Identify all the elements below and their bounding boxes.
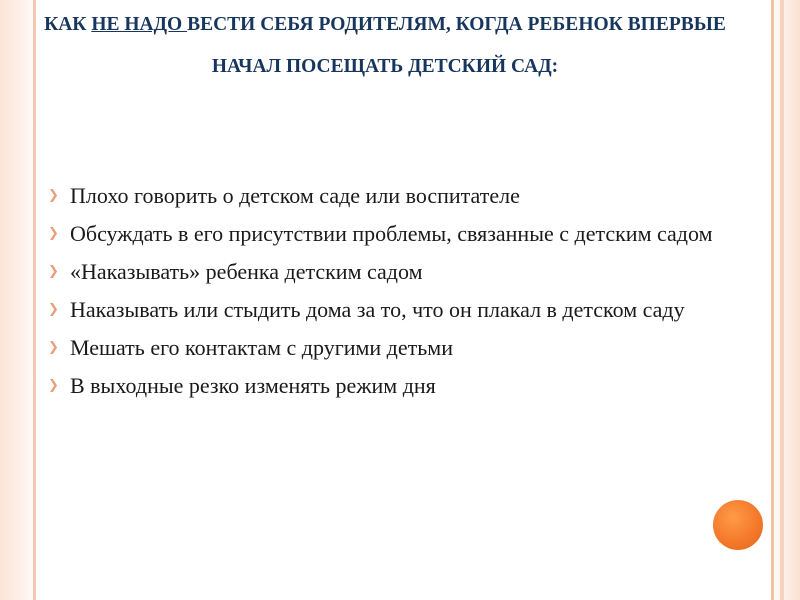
list-item-text: Обсуждать в его присутствии проблемы, связанные с детским садом: [70, 221, 713, 246]
list-item-text: Плохо говорить о детском саде или воспитателе: [70, 183, 520, 208]
list-item-text: Мешать его контактам с другими детьми: [70, 335, 453, 360]
bullet-arrow-icon: ❯: [48, 188, 59, 203]
bullet-arrow-icon: ❯: [48, 340, 59, 355]
bullet-arrow-icon: ❯: [48, 226, 59, 241]
list-item-text: «Наказывать» ребенка детским садом: [70, 259, 423, 284]
slide-title: [40, 4, 730, 88]
list-item: [48, 295, 728, 324]
list-item: [48, 219, 728, 248]
title-underlined: НЕ НАДО: [91, 14, 188, 35]
list-item: [48, 333, 728, 362]
bullet-arrow-icon: ❯: [48, 378, 59, 393]
list-item: [48, 371, 728, 400]
bullet-list: [48, 181, 728, 409]
list-item-text: Наказывать или стыдить дома за то, что он плакал в детском саду: [70, 297, 685, 322]
orange-circle-decoration: [713, 500, 763, 550]
list-item-text: В выходные резко изменять режим дня: [70, 373, 436, 398]
list-item: [48, 257, 728, 286]
right-decorative-line-outer: [780, 0, 784, 600]
list-item: [48, 181, 728, 210]
left-decorative-line: [33, 0, 36, 600]
bullet-arrow-icon: ❯: [48, 302, 59, 317]
right-decorative-line: [771, 0, 774, 600]
title-part-2: ВЕСТИ СЕБЯ РОДИТЕЛЯМ, КОГДА РЕБЕНОК ВПЕРВЫЕ НАЧАЛ ПОСЕЩАТЬ ДЕТСКИЙ САД:: [187, 14, 726, 77]
bullet-arrow-icon: ❯: [48, 264, 59, 279]
title-part-1: КАК: [44, 14, 92, 35]
